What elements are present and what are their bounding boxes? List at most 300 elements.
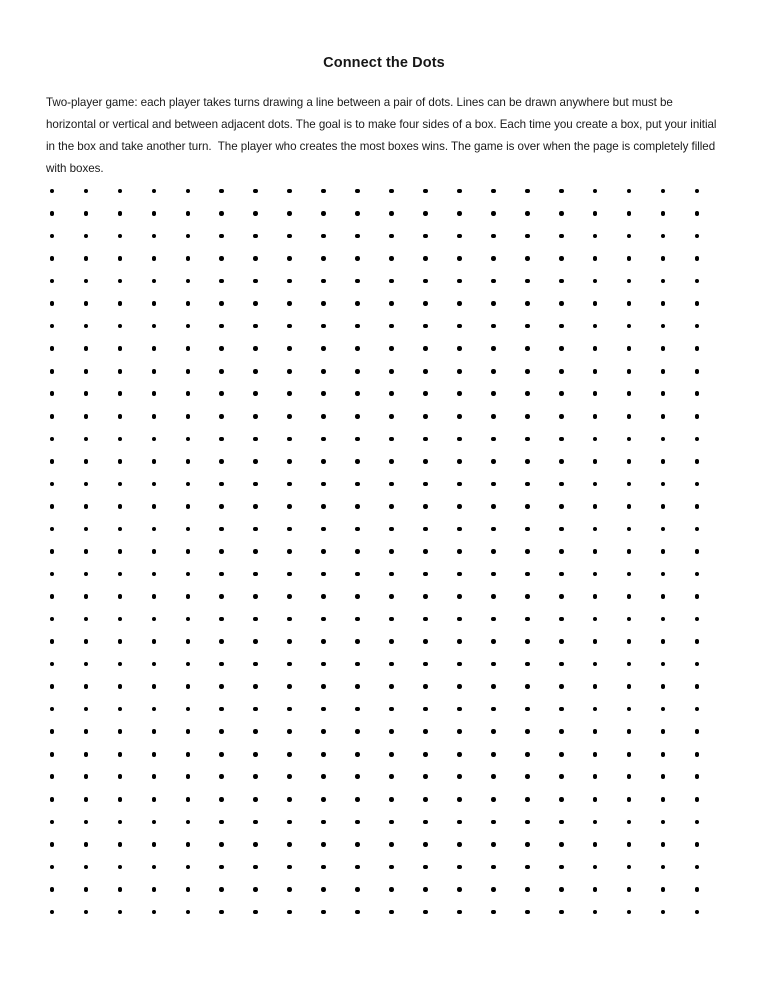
grid-dot: [389, 482, 394, 487]
grid-dot: [661, 369, 666, 374]
grid-dot: [219, 414, 224, 419]
grid-dot: [389, 797, 394, 802]
grid-dot: [321, 662, 326, 667]
grid-dot: [559, 729, 564, 734]
grid-dot: [525, 346, 530, 351]
grid-dot: [457, 437, 462, 442]
grid-dot: [627, 549, 632, 554]
grid-dot: [423, 527, 428, 532]
grid-dot: [559, 279, 564, 284]
grid-dot: [661, 707, 666, 712]
grid-dot: [491, 639, 496, 644]
grid-dot: [253, 414, 258, 419]
grid-dot: [389, 211, 394, 216]
grid-dot: [423, 910, 428, 915]
grid-dot: [186, 865, 191, 870]
grid-dot: [423, 391, 428, 396]
grid-dot: [627, 189, 632, 194]
grid-dot: [661, 482, 666, 487]
grid-dot: [287, 752, 292, 757]
grid-dot: [491, 594, 496, 599]
grid-dot: [84, 301, 89, 306]
grid-dot: [118, 662, 123, 667]
grid-dot: [118, 482, 123, 487]
grid-dot: [593, 752, 598, 757]
grid-dot: [423, 707, 428, 712]
grid-dot: [253, 369, 258, 374]
grid-dot: [355, 256, 360, 261]
grid-dot: [491, 391, 496, 396]
grid-dot: [321, 707, 326, 712]
grid-dot: [389, 639, 394, 644]
grid-dot: [423, 256, 428, 261]
grid-dot: [627, 594, 632, 599]
grid-dot: [152, 729, 157, 734]
grid-dot: [661, 729, 666, 734]
grid-dot: [559, 324, 564, 329]
grid-dot: [219, 707, 224, 712]
grid-dot: [355, 234, 360, 239]
grid-dot: [321, 459, 326, 464]
grid-dot: [491, 437, 496, 442]
grid-dot: [118, 459, 123, 464]
grid-dot: [389, 279, 394, 284]
grid-dot: [152, 391, 157, 396]
grid-dot: [593, 684, 598, 689]
grid-dot: [491, 369, 496, 374]
grid-dot: [118, 346, 123, 351]
grid-dot: [389, 549, 394, 554]
grid-dot: [287, 504, 292, 509]
grid-dot: [661, 549, 666, 554]
grid-dot: [152, 572, 157, 577]
grid-dot: [559, 572, 564, 577]
grid-dot: [457, 684, 462, 689]
grid-dot: [559, 820, 564, 825]
grid-dot: [50, 391, 55, 396]
grid-dot: [491, 774, 496, 779]
grid-dot: [423, 482, 428, 487]
grid-dot: [287, 256, 292, 261]
grid-dot: [695, 707, 700, 712]
grid-dot: [253, 662, 258, 667]
grid-dot: [186, 729, 191, 734]
grid-dot: [593, 662, 598, 667]
grid-dot: [50, 910, 55, 915]
grid-dot: [457, 459, 462, 464]
grid-dot: [287, 549, 292, 554]
grid-dot: [559, 482, 564, 487]
grid-dot: [525, 684, 530, 689]
grid-dot: [118, 707, 123, 712]
grid-dot: [559, 684, 564, 689]
grid-dot: [355, 752, 360, 757]
grid-dot: [287, 594, 292, 599]
grid-dot: [287, 391, 292, 396]
grid-dot: [559, 459, 564, 464]
grid-dot: [661, 437, 666, 442]
grid-dot: [186, 482, 191, 487]
grid-dot: [627, 211, 632, 216]
grid-dot: [695, 617, 700, 622]
grid-dot: [389, 774, 394, 779]
grid-dot: [695, 639, 700, 644]
grid-dot: [50, 482, 55, 487]
grid-dot: [253, 527, 258, 532]
grid-dot: [559, 189, 564, 194]
grid-dot: [50, 865, 55, 870]
grid-dot: [253, 684, 258, 689]
grid-dot: [423, 820, 428, 825]
grid-dot: [559, 639, 564, 644]
grid-dot: [695, 865, 700, 870]
grid-dot: [118, 910, 123, 915]
grid-dot: [423, 639, 428, 644]
grid-dot: [389, 662, 394, 667]
grid-dot: [695, 820, 700, 825]
grid-dot: [389, 707, 394, 712]
grid-dot: [457, 752, 462, 757]
grid-dot: [457, 774, 462, 779]
grid-dot: [355, 842, 360, 847]
grid-dot: [389, 752, 394, 757]
grid-dot: [287, 662, 292, 667]
grid-dot: [287, 234, 292, 239]
grid-dot: [593, 189, 598, 194]
grid-dot: [355, 684, 360, 689]
grid-dot: [84, 527, 89, 532]
grid-dot: [50, 301, 55, 306]
grid-dot: [491, 256, 496, 261]
grid-dot: [355, 369, 360, 374]
grid-dot: [253, 752, 258, 757]
grid-dot: [253, 707, 258, 712]
grid-dot: [423, 662, 428, 667]
grid-dot: [661, 256, 666, 261]
grid-dot: [423, 572, 428, 577]
grid-dot: [287, 842, 292, 847]
grid-dot: [50, 729, 55, 734]
grid-dot: [491, 301, 496, 306]
grid-dot: [457, 324, 462, 329]
grid-dot: [355, 391, 360, 396]
grid-dot: [423, 887, 428, 892]
grid-dot: [287, 527, 292, 532]
grid-dot: [389, 504, 394, 509]
grid-dot: [152, 459, 157, 464]
grid-dot: [152, 346, 157, 351]
grid-dot: [253, 549, 258, 554]
grid-dot: [321, 684, 326, 689]
grid-dot: [695, 437, 700, 442]
grid-dot: [287, 865, 292, 870]
grid-dot: [219, 752, 224, 757]
grid-dot: [491, 324, 496, 329]
grid-dot: [355, 324, 360, 329]
grid-dot: [219, 527, 224, 532]
grid-dot: [389, 459, 394, 464]
grid-dot: [287, 346, 292, 351]
grid-dot: [50, 256, 55, 261]
grid-dot: [525, 482, 530, 487]
grid-dot: [118, 301, 123, 306]
grid-dot: [695, 662, 700, 667]
grid-dot: [457, 572, 462, 577]
grid-dot: [525, 774, 530, 779]
grid-dot: [50, 820, 55, 825]
grid-dot: [457, 729, 462, 734]
grid-dot: [118, 865, 123, 870]
grid-dot: [186, 391, 191, 396]
grid-dot: [253, 279, 258, 284]
grid-dot: [593, 279, 598, 284]
grid-dot: [661, 234, 666, 239]
grid-dot: [186, 707, 191, 712]
grid-dot: [661, 527, 666, 532]
grid-dot: [219, 459, 224, 464]
grid-dot: [50, 774, 55, 779]
grid-dot: [593, 504, 598, 509]
grid-dot: [627, 572, 632, 577]
grid-dot: [355, 549, 360, 554]
grid-dot: [661, 910, 666, 915]
grid-dot: [661, 752, 666, 757]
grid-dot: [525, 324, 530, 329]
grid-dot: [253, 301, 258, 306]
grid-dot: [84, 684, 89, 689]
page-title: Connect the Dots: [323, 54, 445, 71]
grid-dot: [152, 662, 157, 667]
grid-dot: [593, 256, 598, 261]
grid-dot: [118, 279, 123, 284]
grid-dot: [50, 752, 55, 757]
grid-dot: [491, 707, 496, 712]
grid-dot: [152, 865, 157, 870]
grid-dot: [423, 504, 428, 509]
grid-dot: [84, 662, 89, 667]
grid-dot: [593, 414, 598, 419]
grid-dot: [118, 797, 123, 802]
grid-dot: [186, 797, 191, 802]
grid-dot: [661, 189, 666, 194]
grid-dot: [219, 234, 224, 239]
grid-dot: [50, 279, 55, 284]
grid-dot: [525, 662, 530, 667]
grid-dot: [593, 797, 598, 802]
grid-dot: [152, 774, 157, 779]
grid-dot: [627, 662, 632, 667]
grid-dot: [525, 437, 530, 442]
grid-dot: [661, 414, 666, 419]
grid-dot: [627, 752, 632, 757]
grid-dot: [118, 414, 123, 419]
grid-dot: [186, 774, 191, 779]
grid-dot: [219, 639, 224, 644]
grid-dot: [84, 594, 89, 599]
grid-dot: [50, 639, 55, 644]
grid-dot: [389, 887, 394, 892]
grid-dot: [253, 910, 258, 915]
grid-dot: [355, 414, 360, 419]
grid-dot: [219, 774, 224, 779]
grid-dot: [491, 414, 496, 419]
grid-dot: [627, 301, 632, 306]
grid-dot: [593, 639, 598, 644]
grid-dot: [559, 301, 564, 306]
grid-dot: [355, 639, 360, 644]
grid-dot: [457, 549, 462, 554]
grid-dot: [118, 391, 123, 396]
grid-dot: [695, 572, 700, 577]
grid-dot: [321, 820, 326, 825]
grid-dot: [253, 482, 258, 487]
grid-dot: [118, 256, 123, 261]
grid-dot: [423, 459, 428, 464]
grid-dot: [219, 662, 224, 667]
grid-dot: [593, 842, 598, 847]
grid-dot: [593, 527, 598, 532]
grid-dot: [321, 346, 326, 351]
grid-dot: [593, 707, 598, 712]
grid-dot: [423, 729, 428, 734]
grid-dot: [84, 437, 89, 442]
grid-dot: [84, 820, 89, 825]
grid-dot: [84, 234, 89, 239]
grid-dot: [321, 527, 326, 532]
grid-dot: [355, 437, 360, 442]
grid-dot: [423, 189, 428, 194]
grid-dot: [186, 549, 191, 554]
grid-dot: [84, 459, 89, 464]
grid-dot: [355, 527, 360, 532]
grid-dot: [389, 910, 394, 915]
grid-dot: [423, 774, 428, 779]
grid-dot: [321, 639, 326, 644]
grid-dot: [219, 301, 224, 306]
grid-dot: [627, 346, 632, 351]
grid-dot: [152, 797, 157, 802]
grid-dot: [219, 684, 224, 689]
grid-dot: [695, 211, 700, 216]
grid-dot: [389, 414, 394, 419]
grid-dot: [321, 437, 326, 442]
grid-dot: [457, 189, 462, 194]
grid-dot: [559, 617, 564, 622]
grid-dot: [186, 459, 191, 464]
grid-dot: [593, 437, 598, 442]
grid-dot: [219, 865, 224, 870]
grid-dot: [661, 391, 666, 396]
grid-dot: [491, 211, 496, 216]
grid-dot: [525, 707, 530, 712]
grid-dot: [457, 256, 462, 261]
grid-dot: [186, 301, 191, 306]
grid-dot: [219, 391, 224, 396]
grid-dot: [389, 820, 394, 825]
grid-dot: [287, 572, 292, 577]
grid-dot: [287, 684, 292, 689]
grid-dot: [50, 189, 55, 194]
grid-dot: [457, 910, 462, 915]
grid-dot: [321, 324, 326, 329]
grid-dot: [423, 617, 428, 622]
grid-dot: [219, 211, 224, 216]
grid-dot: [457, 369, 462, 374]
grid-dot: [423, 594, 428, 599]
grid-dot: [525, 639, 530, 644]
grid-dot: [593, 820, 598, 825]
grid-dot: [491, 684, 496, 689]
grid-dot: [627, 437, 632, 442]
grid-dot: [627, 707, 632, 712]
grid-dot: [627, 324, 632, 329]
grid-dot: [593, 234, 598, 239]
grid-dot: [423, 797, 428, 802]
grid-dot: [287, 459, 292, 464]
grid-dot: [695, 527, 700, 532]
grid-dot: [593, 774, 598, 779]
grid-dot: [50, 346, 55, 351]
grid-dot: [186, 684, 191, 689]
grid-dot: [321, 256, 326, 261]
grid-dot: [593, 346, 598, 351]
grid-dot: [627, 684, 632, 689]
grid-dot: [559, 842, 564, 847]
grid-dot: [491, 234, 496, 239]
grid-dot: [525, 256, 530, 261]
grid-dot: [355, 774, 360, 779]
grid-dot: [389, 842, 394, 847]
grid-dot: [287, 887, 292, 892]
grid-dot: [389, 189, 394, 194]
grid-dot: [50, 234, 55, 239]
grid-dot: [50, 324, 55, 329]
grid-dot: [84, 369, 89, 374]
grid-dot: [118, 234, 123, 239]
grid-dot: [661, 279, 666, 284]
grid-dot: [389, 594, 394, 599]
grid-dot: [457, 234, 462, 239]
grid-dot: [219, 189, 224, 194]
grid-dot: [593, 549, 598, 554]
grid-dot: [661, 820, 666, 825]
grid-dot: [321, 391, 326, 396]
grid-dot: [695, 301, 700, 306]
grid-dot: [423, 549, 428, 554]
grid-dot: [219, 594, 224, 599]
grid-dot: [525, 729, 530, 734]
grid-dot: [627, 391, 632, 396]
grid-dot: [152, 752, 157, 757]
grid-dot: [84, 774, 89, 779]
grid-dot: [152, 887, 157, 892]
grid-dot: [287, 324, 292, 329]
grid-dot: [457, 414, 462, 419]
grid-dot: [593, 324, 598, 329]
grid-dot: [355, 189, 360, 194]
grid-dot: [457, 639, 462, 644]
grid-dot: [50, 887, 55, 892]
grid-dot: [287, 437, 292, 442]
grid-dot: [287, 369, 292, 374]
grid-dot: [389, 729, 394, 734]
grid-dot: [661, 572, 666, 577]
grid-dot: [321, 617, 326, 622]
grid-dot: [525, 234, 530, 239]
grid-dot: [84, 346, 89, 351]
grid-dot: [50, 594, 55, 599]
grid-dot: [287, 301, 292, 306]
